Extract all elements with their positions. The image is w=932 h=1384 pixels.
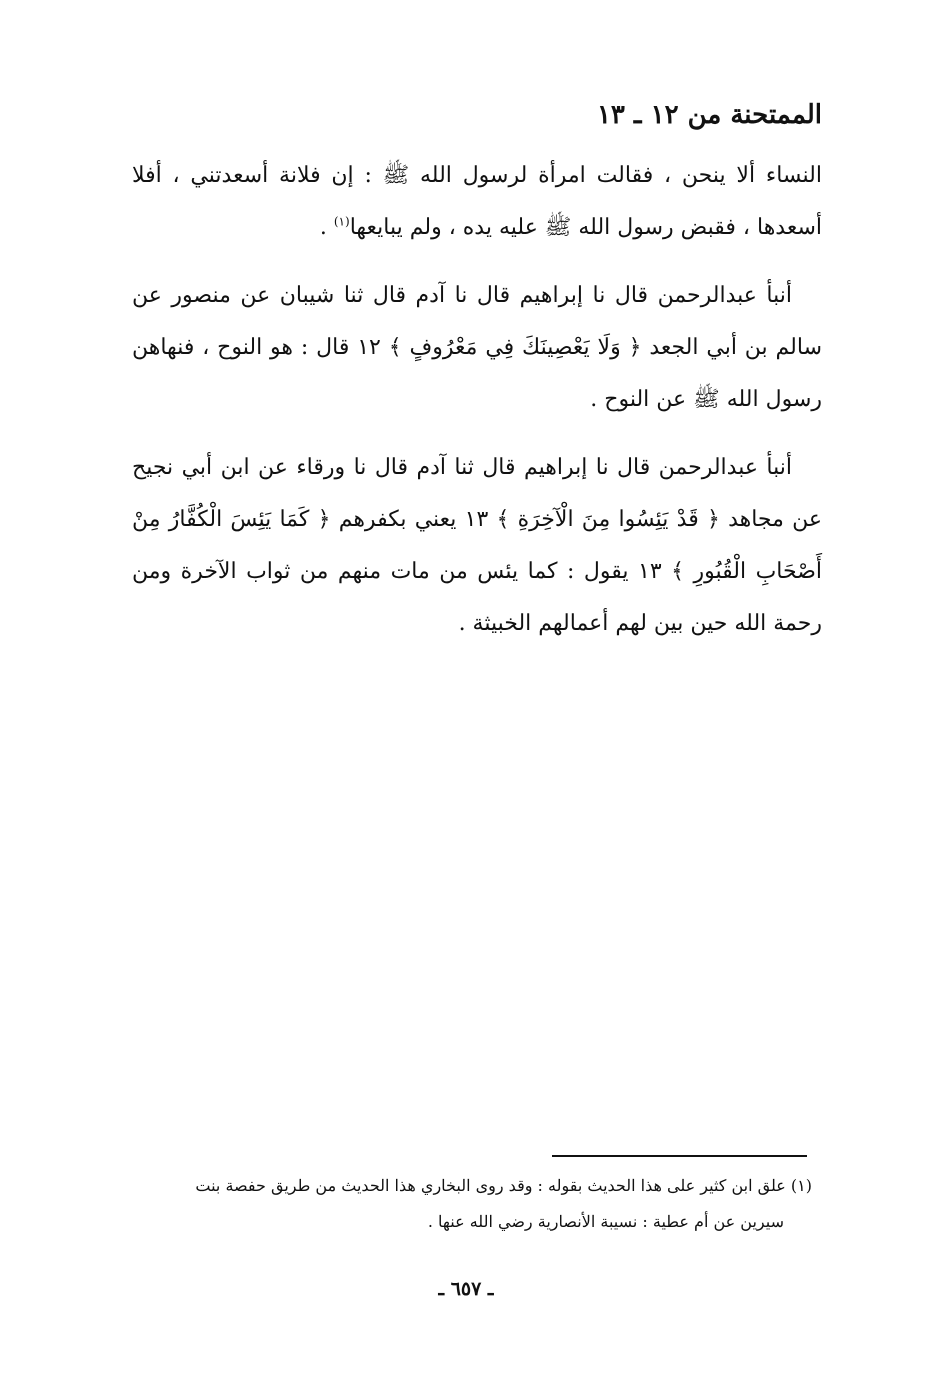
footnote [122,1168,812,1240]
footnote-line-1: (١) علق ابن كثير على هذا الحديث بقوله : وقد روى البخاري هذا الحديث من طريق حفصة بنت [195,1176,812,1195]
paragraph-1-tail: . [319,215,334,240]
page-header-title: الممتحنة من ١٢ ـ ١٣ [596,100,822,130]
footnote-line-2: سيرين عن أم عطية : نسيبة الأنصارية رضي الله عنها . [427,1212,784,1231]
page-number: ـ ٦٥٧ ـ [438,1278,494,1300]
footnote-reference: (١) [333,214,350,229]
main-text [132,150,822,650]
paragraph-2-text: أنبأ عبدالرحمن قال نا إبراهيم قال نا آدم قال ثنا شيبان عن منصور عن سالم بن أبي الجعد ﴿ وَلَا يَعْصِينَكَ فِي مَعْرُوفٍ ﴾ ١٢ قال : هو النوح ، فنهاهن رسول الله ﷺ عن النوح . [132,283,823,412]
paragraph-3-text: أنبأ عبدالرحمن قال نا إبراهيم قال ثنا آدم قال نا ورقاء عن ابن أبي نجيح عن مجاهد ﴿ قَدْ يَئِسُوا مِنَ الْآخِرَةِ ﴾ ١٣ يعني بكفرهم ﴿ كَمَا يَئِسَ الْكُفَّارُ مِنْ أَصْحَابِ الْقُبُورِ ﴾ ١٣ يقول : كما يئس من مات منهم من ثواب الآخرة ومن رحمة الله حين بين لهم أعمالهم الخبيثة . [132,455,823,636]
paragraph-1 [132,150,822,254]
paragraph-2 [132,270,822,426]
paragraph-1-text: النساء ألا ينحن ، فقالت امرأة لرسول الله ﷺ : إن فلانة أسعدتني ، أفلا أسعدها ، فقبض رسول الله ﷺ عليه يده ، ولم يبايعها [132,163,822,240]
paragraph-3 [132,442,822,650]
footnote-separator [552,1155,807,1157]
